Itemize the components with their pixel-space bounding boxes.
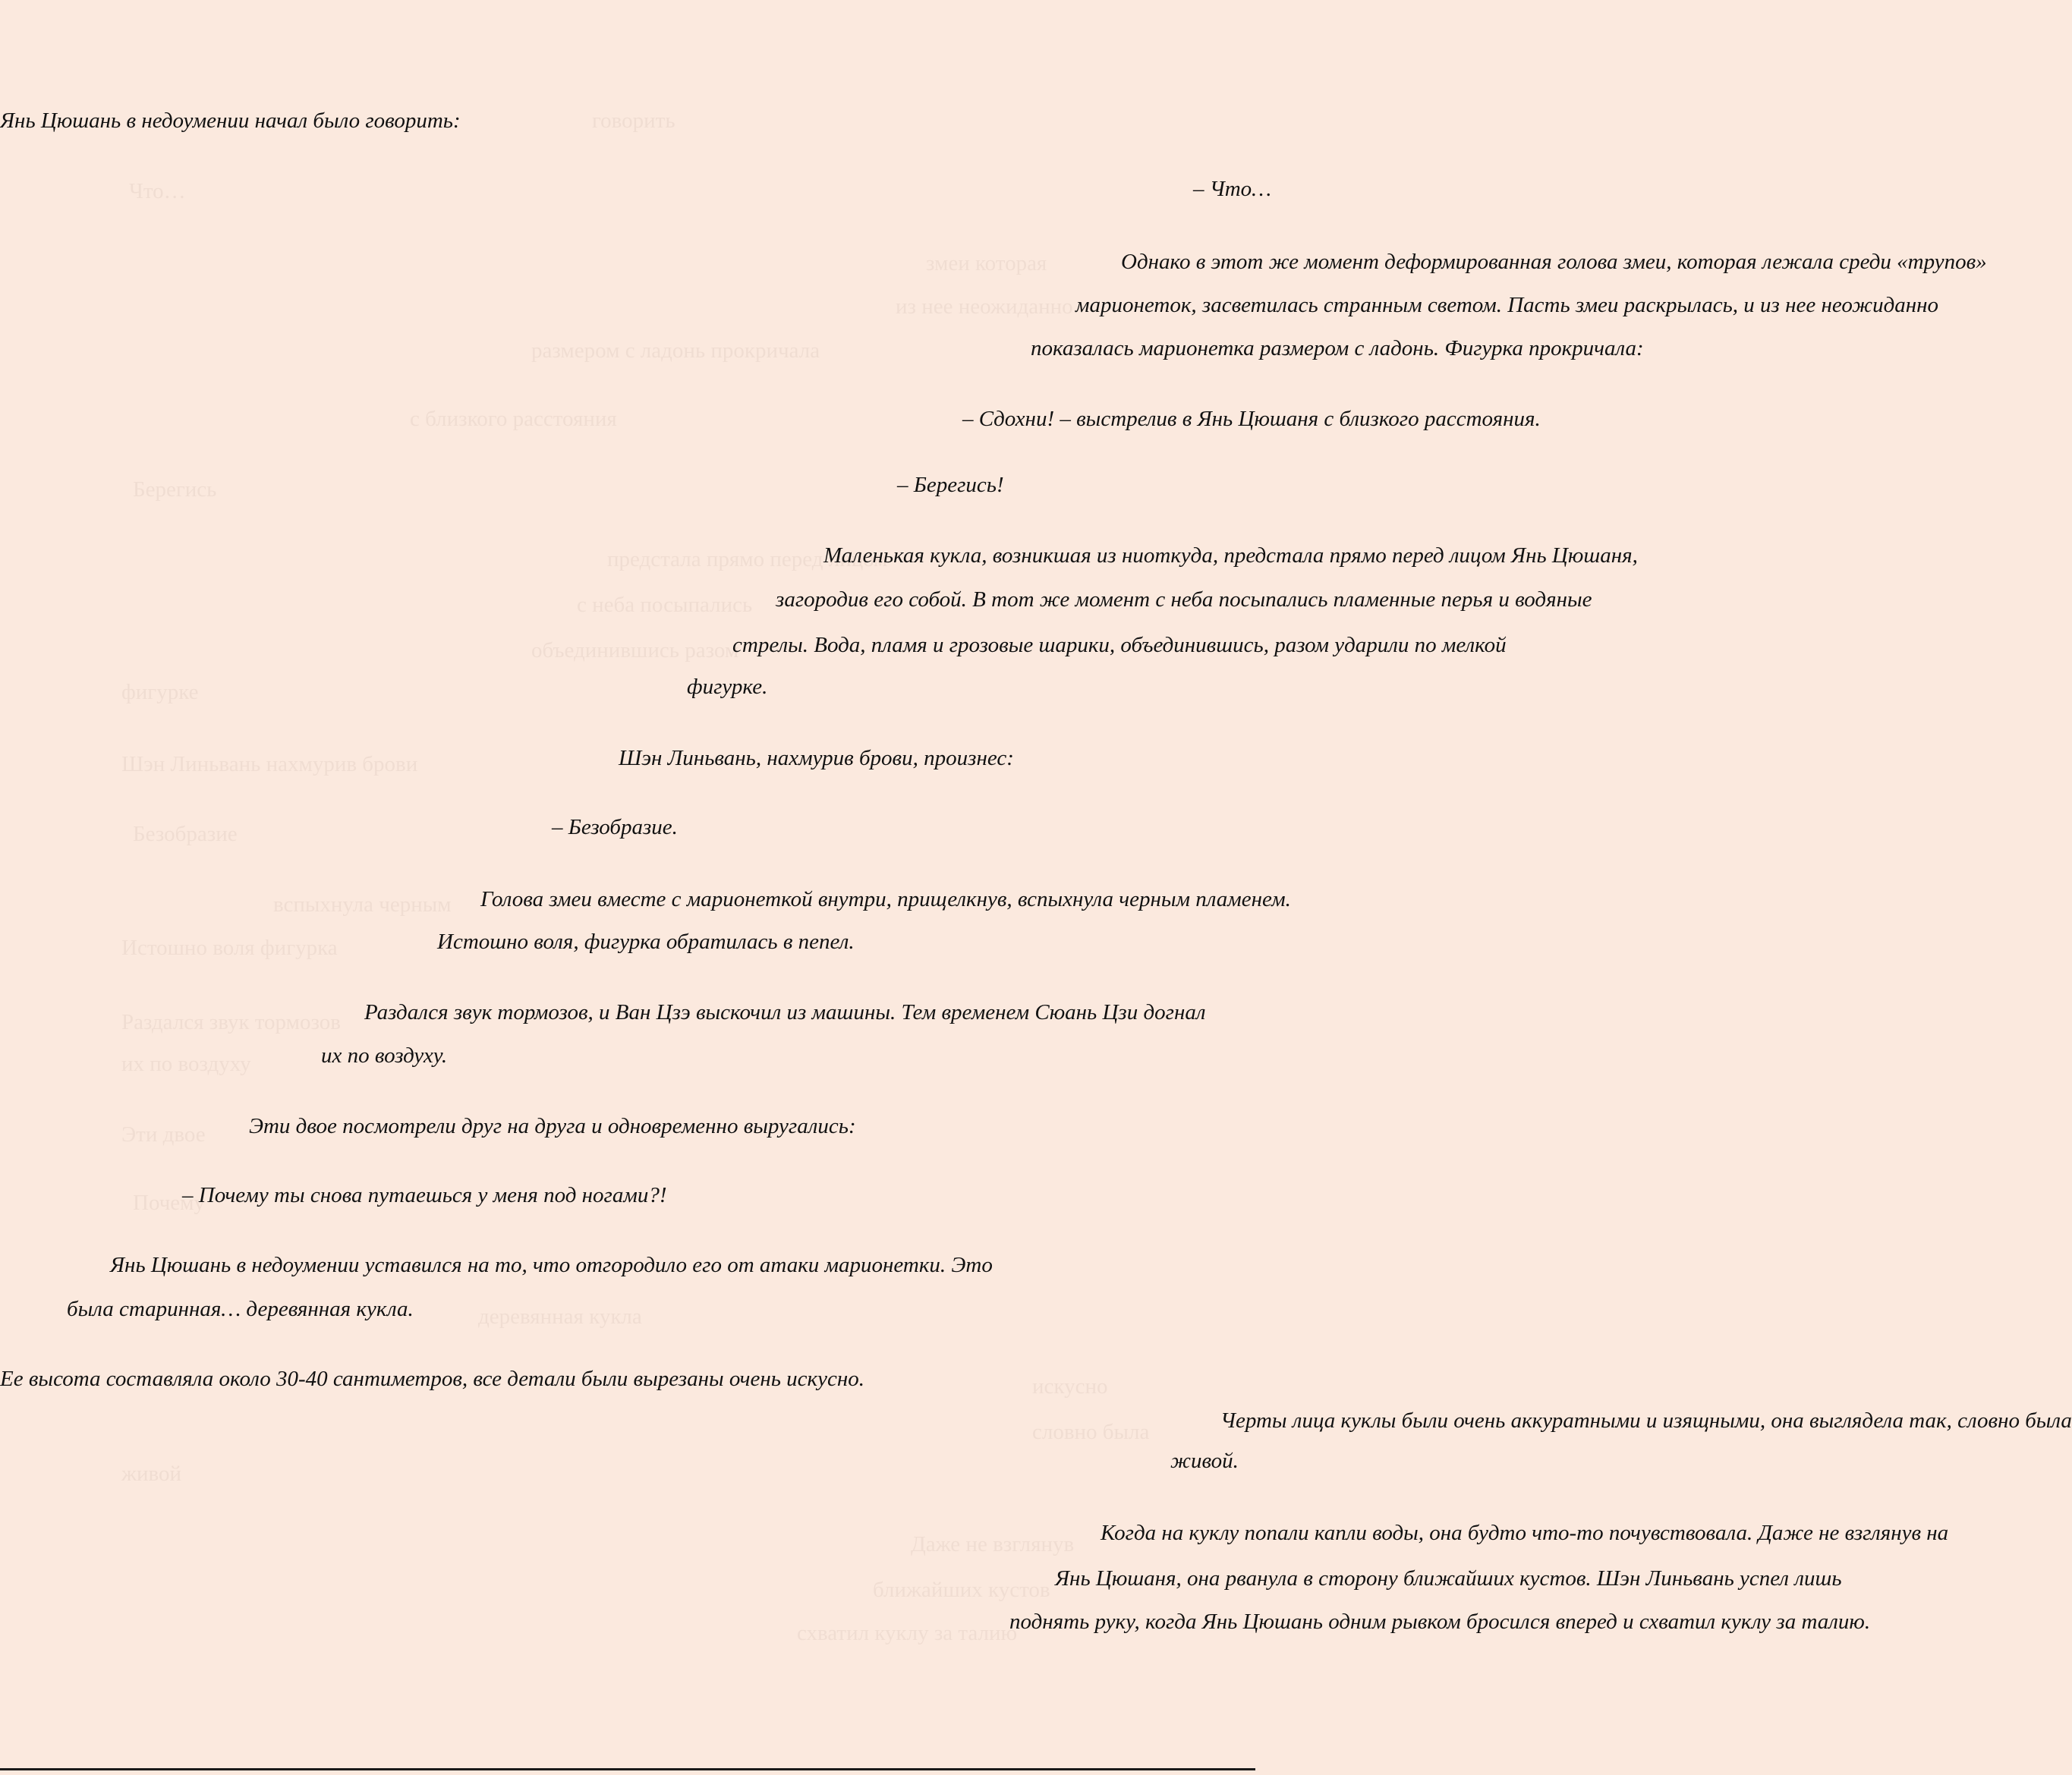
text-line: Голова змеи вместе с марионеткой внутри, прищелкнув, вспыхнула черным пламенем. (480, 887, 1291, 911)
text-line: Когда на куклу попали капли воды, она будто что-то почувствовала. Даже не взглянув на (1101, 1521, 1949, 1545)
ghost-text: Что… (129, 179, 186, 203)
ghost-text: Истошно воля фигурка (121, 936, 338, 960)
text-line: – Что… (1193, 177, 1271, 201)
ghost-text: живой (121, 1462, 182, 1486)
ghost-text: змеи которая (926, 251, 1047, 275)
ghost-text: Берегись (133, 477, 217, 502)
text-line: загородив его собой. В тот же момент с неба посыпались пламенные перья и водяные (776, 587, 1592, 612)
text-line: Однако в этот же момент деформированная голова змеи, которая лежала среди «трупов» (1121, 250, 1987, 274)
text-line: Ее высота составляла около 30-40 сантиметров, все детали были вырезаны очень искусно. (0, 1367, 864, 1391)
text-line: Эти двое посмотрели друг на друга и одновременно выругались: (249, 1114, 856, 1138)
ghost-text: их по воздуху (121, 1052, 251, 1076)
ghost-text: словно была (1032, 1420, 1150, 1444)
text-line: Янь Цюшань в недоумении начал было говорить: (0, 109, 461, 133)
ghost-text: искусно (1032, 1374, 1108, 1399)
text-line: – Почему ты снова путаешься у меня под ногами?! (182, 1183, 667, 1207)
text-line: марионеток, засветилась странным светом. Пасть змеи раскрылась, и из нее неожиданно (1075, 293, 1939, 317)
text-line: – Сдохни! – выстрелив в Янь Цюшаня с близкого расстояния. (962, 407, 1541, 431)
ghost-text: Раздался звук тормозов (121, 1010, 341, 1034)
text-line: Истошно воля, фигурка обратилась в пепел. (437, 930, 855, 954)
text-line: Янь Цюшань в недоумении уставился на то, что отгородило его от атаки марионетки. Это (110, 1253, 993, 1277)
text-line: стрелы. Вода, пламя и грозовые шарики, объединившись, разом ударили по мелкой (732, 633, 1507, 657)
ghost-text: с близкого расстояния (410, 407, 617, 431)
text-line: Черты лица куклы были очень аккуратными и изящными, она выглядела так, словно была (1220, 1408, 2072, 1433)
text-line: показалась марионетка размером с ладонь. Фигурка прокричала: (1031, 336, 1644, 360)
text-line: Янь Цюшаня, она рванула в сторону ближайших кустов. Шэн Линьвань успел лишь (1055, 1566, 1842, 1591)
bottom-border (0, 1768, 1255, 1770)
ghost-text: Эти двое (121, 1122, 206, 1147)
text-line: поднять руку, когда Янь Цюшань одним рывком бросился вперед и схватил куклу за талию. (1009, 1610, 1871, 1634)
ghost-text: говорить (592, 109, 675, 133)
ghost-text: с неба посыпались (577, 593, 753, 617)
ghost-text: вспыхнула черным (273, 892, 452, 917)
ghost-text: деревянная кукла (478, 1304, 642, 1329)
text-line: была старинная… деревянная кукла. (67, 1297, 414, 1321)
text-line: фигурке. (687, 675, 768, 699)
text-line: Маленькая кукла, возникшая из ниоткуда, предстала прямо перед лицом Янь Цюшаня, (823, 543, 1638, 568)
ghost-text: предстала прямо перед лицом (607, 547, 888, 571)
ghost-text: из нее неожиданно (896, 294, 1073, 319)
text-line: живой. (1170, 1449, 1239, 1473)
text-line: Шэн Линьвань, нахмурив брови, произнес: (619, 746, 1014, 770)
ghost-text: схватил куклу за талию (797, 1621, 1018, 1645)
ghost-text: Безобразие (133, 822, 238, 846)
text-line: Раздался звук тормозов, и Ван Цзэ выскочил из машины. Тем временем Сюань Цзи догнал (364, 1000, 1206, 1024)
text-line: – Берегись! (897, 473, 1004, 497)
text-line: их по воздуху. (321, 1043, 448, 1068)
ghost-text: Шэн Линьвань нахмурив брови (121, 752, 418, 776)
ghost-text: ближайших кустов (873, 1578, 1050, 1602)
ghost-text: размером с ладонь прокричала (531, 338, 820, 363)
ghost-text: Почему (133, 1191, 206, 1215)
ghost-text: фигурке (121, 680, 199, 704)
ghost-text: Даже не взглянув (911, 1532, 1075, 1556)
text-line: – Безобразие. (552, 815, 678, 839)
ghost-text: объединившись разом (531, 638, 739, 662)
